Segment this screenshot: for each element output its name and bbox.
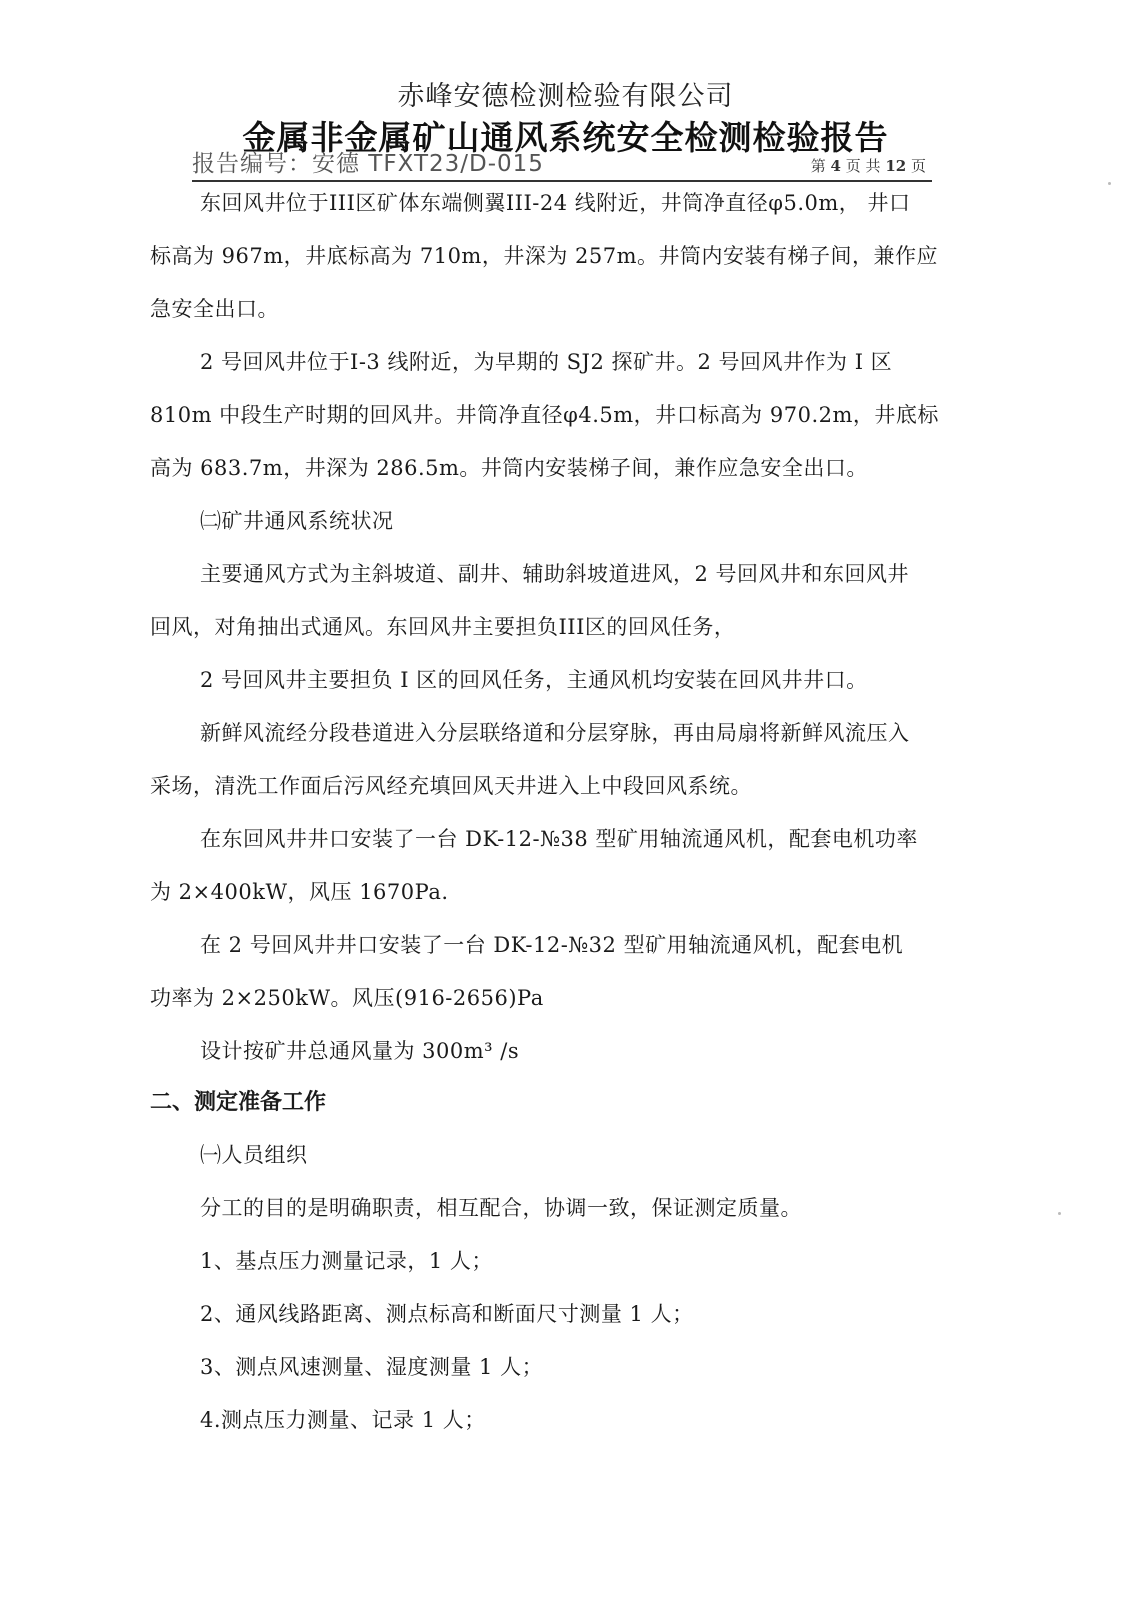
subsection-heading: ㈠人员组织 <box>200 1143 308 1167</box>
list-item: 2、通风线路距离、测点标高和断面尺寸测量 1 人； <box>200 1302 694 1326</box>
page-current: 4 <box>830 157 841 175</box>
paragraph-line: 设计按矿井总通风量为 300m³ /s <box>200 1039 520 1063</box>
report-number: 报告编号：安德 TFXT23/D-015 <box>192 151 544 177</box>
list-item: 4.测点压力测量、记录 1 人； <box>200 1408 486 1432</box>
paragraph-line: 主要通风方式为主斜坡道、副井、辅助斜坡道进风，2 号回风井和东回风井 <box>200 562 910 586</box>
section-heading: 二、测定准备工作 <box>150 1090 327 1115</box>
paragraph-line: 在 2 号回风井井口安装了一台 DK-12-№32 型矿用轴流通风机，配套电机 <box>200 933 904 957</box>
page-prefix: 第 <box>810 157 826 175</box>
list-item: 1、基点压力测量记录，1 人； <box>200 1249 493 1273</box>
paragraph-line: 急安全出口。 <box>150 297 279 321</box>
paragraph-line: 高为 683.7m，井深为 286.5m。井筒内安装梯子间，兼作应急安全出口。 <box>150 456 868 480</box>
page-suffix: 页 <box>910 157 926 175</box>
paragraph-line: 新鲜风流经分段巷道进入分层联络道和分层穿脉，再由局扇将新鲜风流压入 <box>200 721 910 745</box>
scan-speck <box>1058 1212 1061 1215</box>
paragraph-line: 功率为 2×250kW。风压(916-2656)Pa <box>150 986 544 1010</box>
company-name: 赤峰安德检测检验有限公司 <box>397 81 734 112</box>
paragraph-line: 在东回风井井口安装了一台 DK-12-№38 型矿用轴流通风机，配套电机功率 <box>200 827 918 851</box>
paragraph-line: 回风，对角抽出式通风。东回风井主要担负III区的回风任务， <box>150 615 736 639</box>
subsection-heading: ㈡矿井通风系统状况 <box>200 509 394 533</box>
page-indicator <box>811 155 926 176</box>
paragraph-line: 标高为 967m，井底标高为 710m，井深为 257m。井筒内安装有梯子间，兼作应 <box>150 244 939 268</box>
page-total: 12 <box>885 157 907 175</box>
report-title: 金属非金属矿山通风系统安全检测检验报告 <box>242 118 889 157</box>
paragraph-line: 采场，清洗工作面后污风经充填回风天井进入上中段回风系统。 <box>150 774 752 798</box>
list-item: 3、测点风速测量、湿度测量 1 人； <box>200 1355 544 1379</box>
paragraph-line: 东回风井位于III区矿体东端侧翼III-24 线附近，井筒净直径φ5.0m， 井口 <box>200 191 911 215</box>
paragraph-line: 2 号回风井主要担负 Ⅰ 区的回风任务，主通风机均安装在回风井井口。 <box>200 668 868 692</box>
paragraph-line: 810m 中段生产时期的回风井。井筒净直径φ4.5m，井口标高为 970.2m，井底标 <box>150 403 939 427</box>
report-header-bar <box>192 146 932 182</box>
paragraph-line: 分工的目的是明确职责，相互配合，协调一致，保证测定质量。 <box>200 1196 802 1220</box>
paragraph-line: 2 号回风井位于Ⅰ-3 线附近，为早期的 SJ2 探矿井。2 号回风井作为 Ⅰ 区 <box>200 350 893 374</box>
scan-speck <box>1108 182 1111 185</box>
page-middle: 页 共 <box>845 157 881 175</box>
paragraph-line: 为 2×400kW，风压 1670Pa. <box>150 880 449 904</box>
